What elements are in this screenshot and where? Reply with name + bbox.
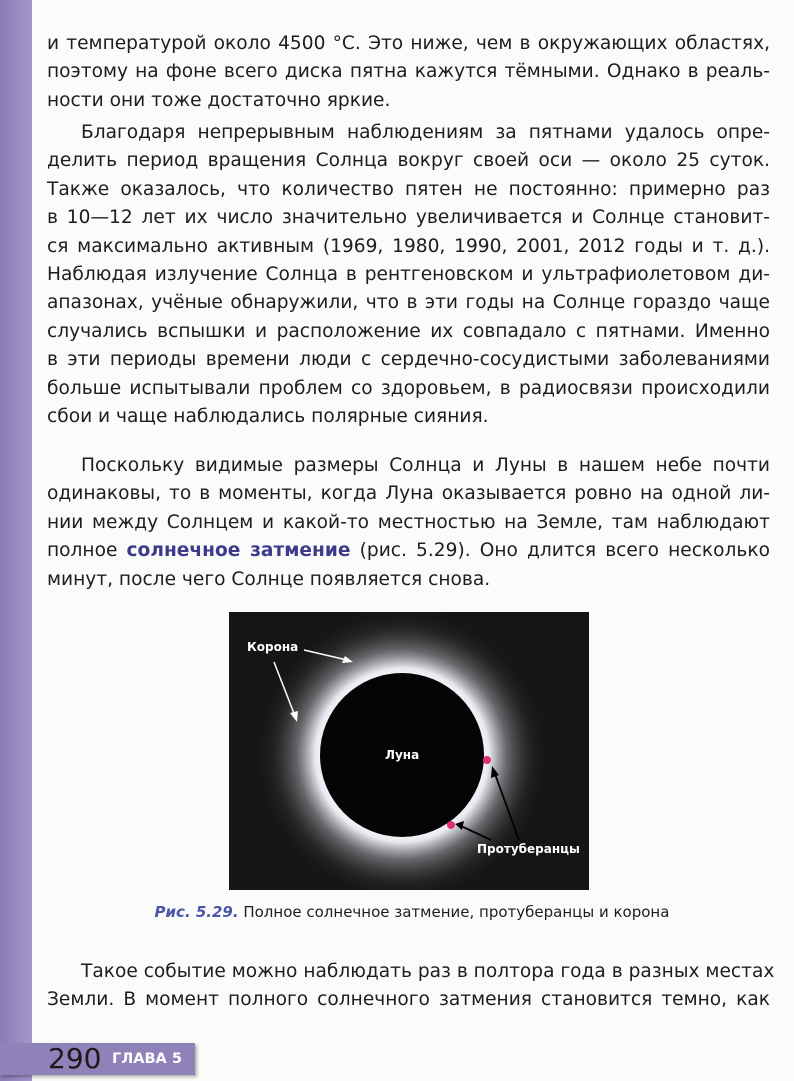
label-prominences: Протуберанцы [477, 842, 580, 856]
eclipse-figure [229, 612, 589, 890]
text-line: больше испытывали проблем со здоровьем, в радиосвязи происходили [47, 377, 770, 399]
text-line: Поскольку видимые размеры Солнца и Луны в нашем небе почти [81, 455, 770, 476]
prominence [447, 821, 455, 829]
chapter-label: ГЛАВА 5 [112, 1051, 182, 1067]
text-line: поэтому на фоне всего диска пятна кажутся тёмными. Однако в реаль- [47, 61, 770, 83]
text-line: Наблюдая излучение Солнца в рентгеновском и ультрафиолетовом ди- [47, 263, 770, 285]
text-line: одинаковы, то в моменты, когда Луна оказывается ровно на одной ли- [47, 483, 770, 505]
text-line: нии между Солнцем и какой-то местностью на Земле, там наблюдают [47, 511, 770, 533]
text-line: минут, после чего Солнце появляется снова. [47, 568, 491, 590]
text-line: Благодаря непрерывным наблюдениям за пятнами удалось опре- [81, 122, 770, 143]
text-line: делить период вращения Солнца вокруг своей оси — около 25 суток. [47, 150, 770, 172]
page-number: 290 [48, 1042, 102, 1075]
text-line: в эти периоды времени люди с сердечно-сосудистыми заболеваниями [47, 349, 770, 371]
prominence [483, 756, 491, 764]
text-line: случались вспышки и расположение их совпадало с пятнами. Именно [47, 320, 770, 342]
label-moon: Луна [385, 748, 420, 762]
paragraph-2 [47, 119, 770, 431]
text-line: ности они тоже достаточно яркие. [47, 89, 391, 111]
paragraph-3 [47, 452, 770, 594]
label-corona: Корона [247, 640, 299, 654]
text-line [47, 537, 770, 565]
key-term: солнечное затмение [126, 540, 351, 562]
paragraph-1 [47, 30, 770, 115]
figure-caption [0, 903, 794, 921]
text-segment: (рис. 5.29). Оно длится всего несколько [350, 540, 770, 562]
caption-text: Полное солнечное затмение, протуберанцы и корона [238, 903, 670, 921]
text-line: ся максимально активным (1969, 1980, 1990, 2001, 2012 годы и т. д.). [47, 235, 770, 257]
text-line: Земли. В момент полного солнечного затмения становится темно, как [47, 989, 770, 1011]
text-line: Также оказалось, что количество пятен не постоянно: примерно раз [47, 178, 770, 200]
figure-number: Рис. 5.29. [154, 903, 239, 921]
page-footer [0, 1043, 195, 1075]
text-line: в 10—12 лет их число значительно увеличивается и Солнце становит- [47, 207, 770, 229]
paragraph-4 [47, 958, 775, 1015]
text-line: и температурой около 4500 °С. Это ниже, чем в окружающих областях, [47, 33, 770, 54]
text-line: Такое событие можно наблюдать раз в полтора года в разных местах [81, 961, 775, 982]
text-line: сбои и чаще наблюдались полярные сияния. [47, 405, 489, 427]
text-segment: полное [47, 540, 127, 562]
text-line: апазонах, учёные обнаружили, что в эти годы на Солнце гораздо чаще [47, 292, 770, 314]
